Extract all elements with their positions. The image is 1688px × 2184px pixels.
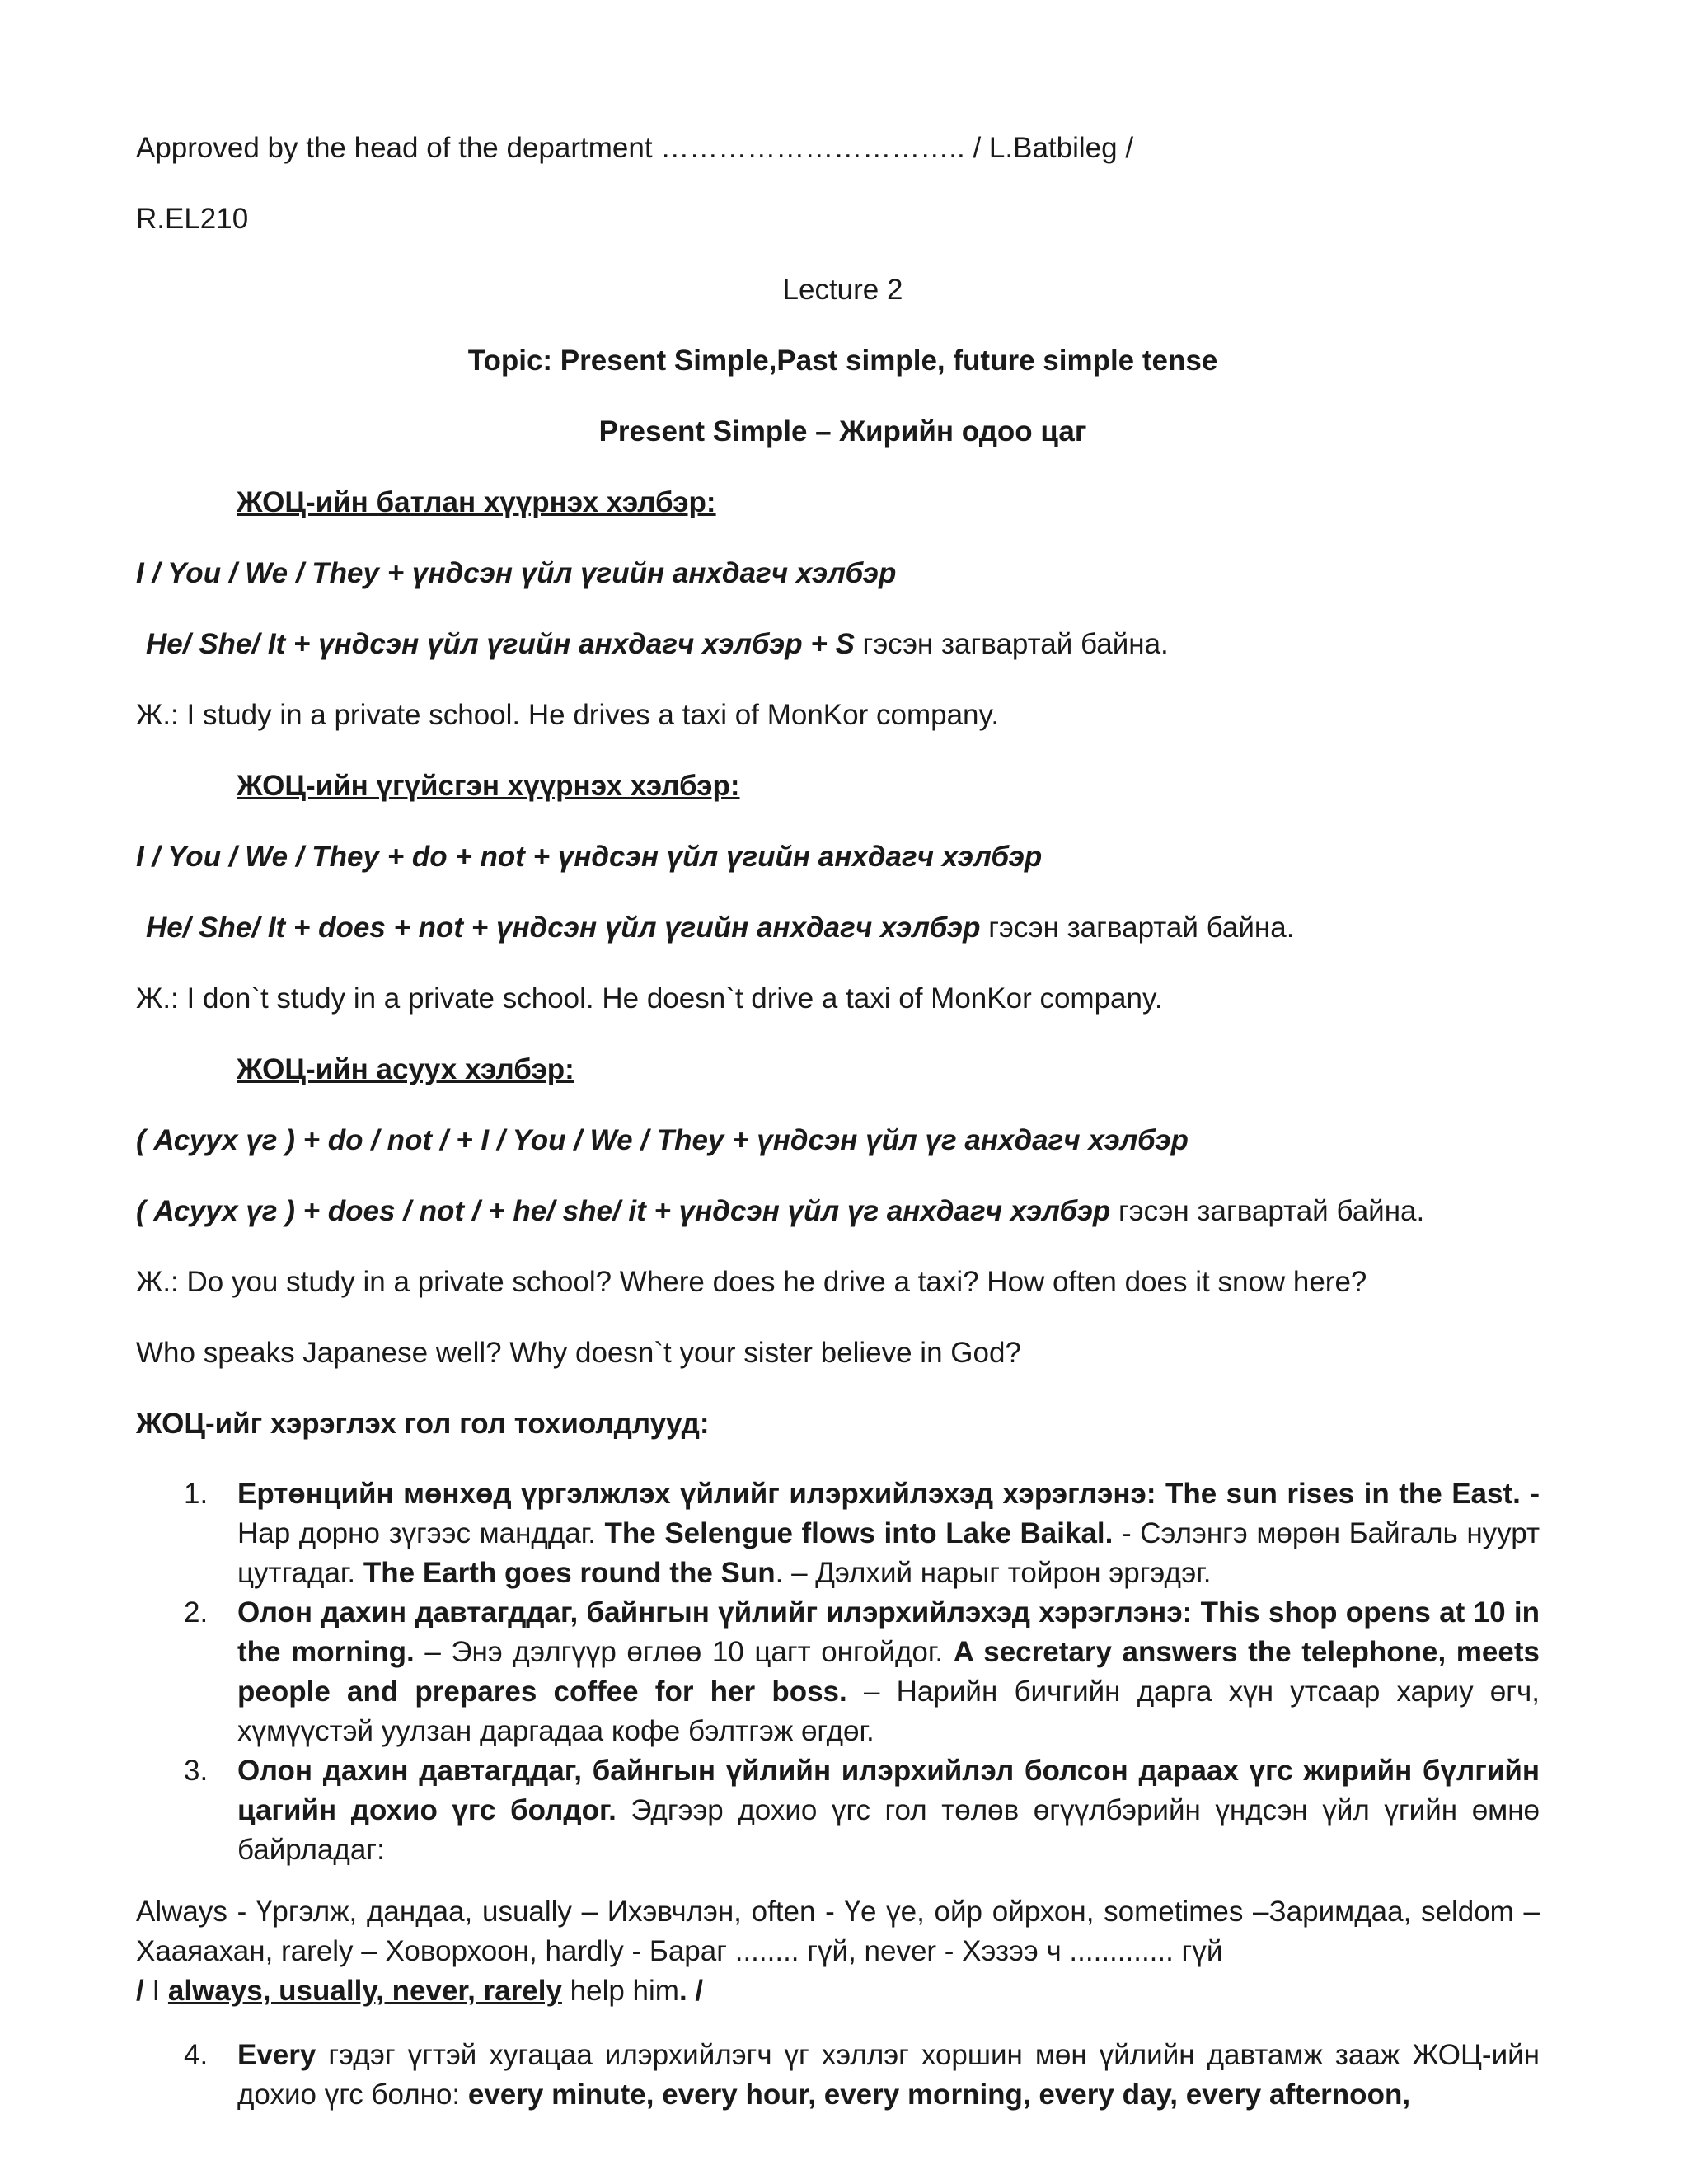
usage-item-1-bold-2: The Selengue flows into Lake Baikal. [604, 1517, 1114, 1549]
affirmative-rule-2-tail: гэсэн загвартай байна. [854, 628, 1169, 660]
adverbs-example-open: / [136, 1975, 144, 2007]
usage-item-2-bold-2: A secretary answers the telephone, meets people and prepares coffee for her boss. [237, 1636, 1540, 1708]
negative-heading: ЖОЦ-ийн үгүйсгэн хүүрнэх хэлбэр: [237, 770, 740, 802]
approval-line [136, 128, 1540, 168]
negative-example: Ж.: I don`t study in a private school. He doesn`t drive a taxi of MonKor company. [136, 982, 1163, 1015]
list-number: 1. [184, 1478, 209, 1510]
usage-list-continued [136, 2036, 1540, 2115]
usage-item-3-text-1: Эдгээр дохио үгс гол төлөв өгүүлбэрийн үндсэн үйл үгийн өмнө байрладаг: [237, 1794, 1540, 1866]
usage-item-4-bold-2: every minute, every hour, every morning, every day, every afternoon, [467, 2079, 1411, 2111]
question-rule-2-tail: гэсэн загвартай байна. [1110, 1195, 1425, 1227]
affirmative-rule-2-formula: He/ She/ It + үндсэн үйл үгийн анхдагч хэлбэр + S [146, 628, 855, 660]
frequency-adverbs-list: Always - Үргэлж, дандаа, usually – Ихэвчлэн, often - Үе үе, ойр ойрхон, sometimes –Заримдаа, seldom – Хааяахан, rarely – Ховорхоон, hardly - Бараг ........ гүй, never - Хэзээ ч ............. гүй [136, 1896, 1540, 1967]
lecture-subtopic: Present Simple – Жирийн одоо цаг [598, 415, 1087, 448]
question-rule-2 [136, 1191, 1540, 1231]
question-example-2: Who speaks Japanese well? Why doesn`t your sister believe in God? [136, 1337, 1021, 1369]
affirmative-rule-1: I / You / We / They + үндсэн үйл үгийн анхдагч хэлбэр [136, 557, 897, 589]
affirmative-heading: ЖОЦ-ийн батлан хүүрнэх хэлбэр: [237, 486, 716, 518]
adverbs-example-adverbs: always, usually, never, rarely [167, 1975, 562, 2007]
lecture-topic: Topic: Present Simple,Past simple, future simple tense [467, 344, 1218, 377]
usage-item-2 [136, 1593, 1540, 1751]
usage-item-3-bold-1: Олон дахин давтагддаг, байнгын үйлийн илэрхийлэл болсон дараах үгс жирийн бүлгийн цагийн дохио үгс болдог. [237, 1755, 1540, 1826]
usage-item-1-text-3: . – Дэлхий нарыг тойрон эргэдэг. [775, 1557, 1212, 1589]
list-number: 3. [184, 1755, 209, 1787]
usage-item-1-bold-1: Ертөнцийн мөнхөд үргэлжлэх үйлийг илэрхийлэхэд хэрэглэнэ: The sun rises in the East. - [237, 1478, 1540, 1510]
usage-item-4-bold-1: Every [237, 2039, 316, 2071]
usage-item-2-text-1: – Энэ дэлгүүр өглөө 10 цагт онгойдог. [414, 1636, 954, 1668]
negative-rule-2-formula: He/ She/ It + does + not + үндсэн үйл үгийн анхдагч хэлбэр [146, 912, 981, 944]
usage-item-1-text-1: Нар дорно зүгээс манддаг. [237, 1517, 605, 1549]
course-code: R.EL210 [136, 203, 249, 235]
usage-item-4 [136, 2036, 1540, 2115]
approval-text: Approved by the head of the department ………………………….. [136, 132, 965, 164]
usage-item-2-text-2: – Нарийн бичгийн дарга хүн утсаар хариу өгч, хүмүүстэй уулзан даргадаа кофе бэлтгэж өгдөг. [237, 1675, 1540, 1747]
affirmative-example: Ж.: I study in a private school. He drives a taxi of MonKor company. [136, 699, 1000, 731]
list-number: 2. [184, 1596, 209, 1629]
adverbs-example-subject: I [143, 1975, 168, 2007]
usage-item-1 [136, 1474, 1540, 1593]
question-rule-2-formula: ( Асуух үг ) + does / not / + he/ she/ it + үндсэн үйл үг анхдагч хэлбэр [136, 1195, 1111, 1227]
adverbs-example-close: . / [678, 1975, 704, 2007]
negative-rule-1: I / You / We / They + do + not + үндсэн үйл үгийн анхдагч хэлбэр [136, 841, 1043, 873]
negative-rule-2 [136, 907, 1540, 948]
question-rule-1: ( Асуух үг ) + do / not / + I / You / We / They + үндсэн үйл үг анхдагч хэлбэр [136, 1124, 1189, 1156]
usage-item-3 [136, 1751, 1540, 1870]
usage-item-2-bold-1: Олон дахин давтагддаг, байнгын үйлийг илэрхийлэхэд хэрэглэнэ: This shop opens at 10 in the morning. [237, 1596, 1540, 1668]
lecture-number: Lecture 2 [782, 274, 903, 306]
usage-item-4-text-1: гэдэг үгтэй хугацаа илэрхийлэгч үг хэллэг хоршин мөн үйлийн давтамж зааж ЖОЦ-ийн дохио үгс болно: [237, 2039, 1540, 2111]
usage-heading: ЖОЦ-ийг хэрэглэх гол гол тохиолдлууд: [136, 1408, 710, 1440]
list-number: 4. [184, 2039, 209, 2071]
usage-item-1-text-2: - Сэлэнгэ мөрөн Байгаль нуурт цутгадаг. [237, 1517, 1540, 1589]
usage-list [136, 1474, 1540, 1870]
question-heading: ЖОЦ-ийн асуух хэлбэр: [237, 1053, 574, 1085]
adverbs-example-verb: help him [561, 1975, 679, 2007]
question-example-1: Ж.: Do you study in a private school? Where does he drive a taxi? How often does it snow here? [136, 1266, 1367, 1298]
frequency-adverbs [136, 1892, 1540, 2011]
affirmative-rule-2 [136, 624, 1540, 664]
approver-name: / L.Batbileg / [973, 132, 1134, 164]
usage-item-1-bold-3: The Earth goes round the Sun [363, 1557, 776, 1589]
negative-rule-2-tail: гэсэн загвартай байна. [980, 912, 1295, 944]
